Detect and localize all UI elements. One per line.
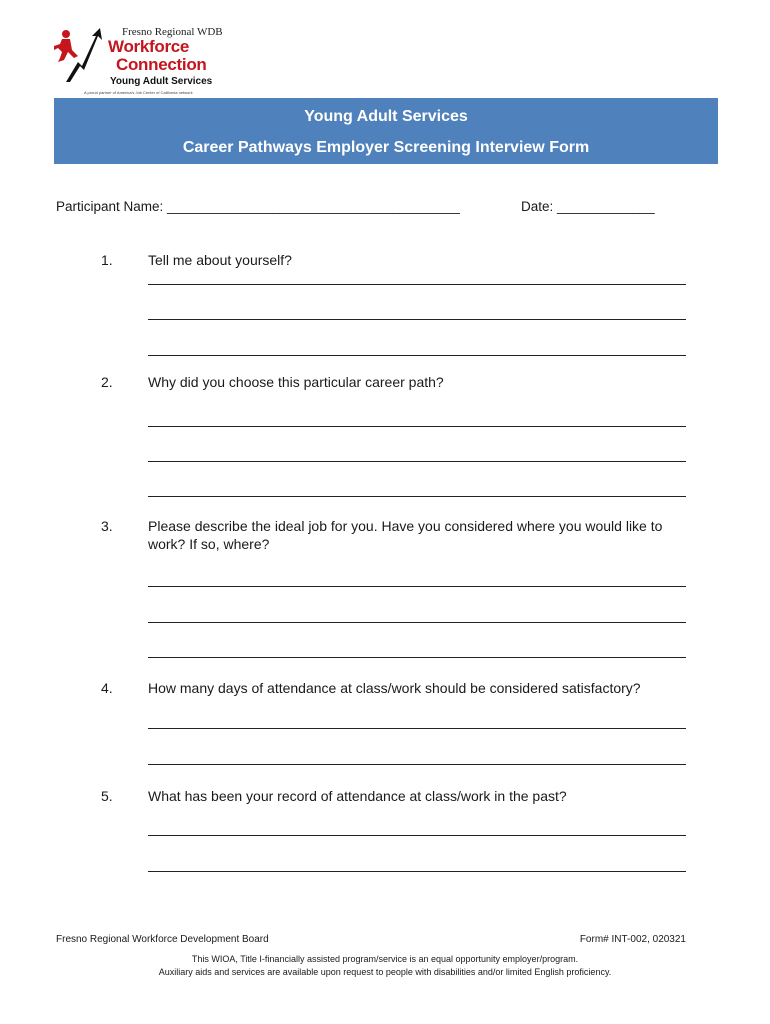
footer-form-number: Form# INT-002, 020321 xyxy=(579,934,686,945)
question-number: 5. xyxy=(101,788,113,804)
participant-name-field[interactable]: Participant Name: _______________________________________ xyxy=(56,199,460,214)
logo-connection-text: Connection xyxy=(116,55,207,74)
logo-workforce-text: Workforce xyxy=(108,37,190,56)
question-text: Why did you choose this particular career path? xyxy=(148,374,444,390)
answer-line[interactable] xyxy=(148,426,686,427)
answer-line[interactable] xyxy=(148,355,686,356)
banner-title: Young Adult Services xyxy=(304,108,468,125)
form-title: Career Pathways Employer Screening Interview Form xyxy=(182,139,590,156)
answer-line[interactable] xyxy=(148,284,686,285)
answer-line[interactable] xyxy=(148,871,686,872)
runner-logo-icon xyxy=(52,26,106,84)
answer-line[interactable] xyxy=(148,319,686,320)
question-text: What has been your record of attendance at class/work in the past? xyxy=(148,788,567,804)
logo-org-name: Fresno Regional WDB xyxy=(122,26,223,38)
answer-line[interactable] xyxy=(148,728,686,729)
answer-line[interactable] xyxy=(148,622,686,623)
question-number: 2. xyxy=(101,374,113,390)
answer-line[interactable] xyxy=(148,835,686,836)
answer-line[interactable] xyxy=(148,586,686,587)
question-text: Tell me about yourself? xyxy=(148,252,292,268)
answer-line[interactable] xyxy=(148,764,686,765)
question-number: 3. xyxy=(101,518,113,534)
footer-accessibility-notice: Auxiliary aids and services are available upon request to people with disabilities and/or limited English proficiency. xyxy=(158,967,612,977)
question-text: Please describe the ideal job for you. Have you considered where you would like to work? If so, where? xyxy=(148,518,663,552)
date-field[interactable]: Date: _____________ xyxy=(521,199,655,214)
answer-line[interactable] xyxy=(148,461,686,462)
logo xyxy=(52,22,232,102)
footer-board-name: Fresno Regional Workforce Development Board xyxy=(56,934,269,945)
logo-young-adult-services: Young Adult Services xyxy=(110,76,213,87)
question-number: 4. xyxy=(101,680,113,696)
answer-line[interactable] xyxy=(148,496,686,497)
answer-line[interactable] xyxy=(148,657,686,658)
form-header-banner xyxy=(54,98,718,164)
logo-tagline: A proud partner of America's Job Center of California network xyxy=(84,90,193,95)
question-text: How many days of attendance at class/work should be considered satisfactory? xyxy=(148,680,641,696)
question-number: 1. xyxy=(101,252,113,268)
footer-eeo-notice: This WIOA, Title I-financially assisted program/service is an equal opportunity employer/program. xyxy=(191,954,579,964)
